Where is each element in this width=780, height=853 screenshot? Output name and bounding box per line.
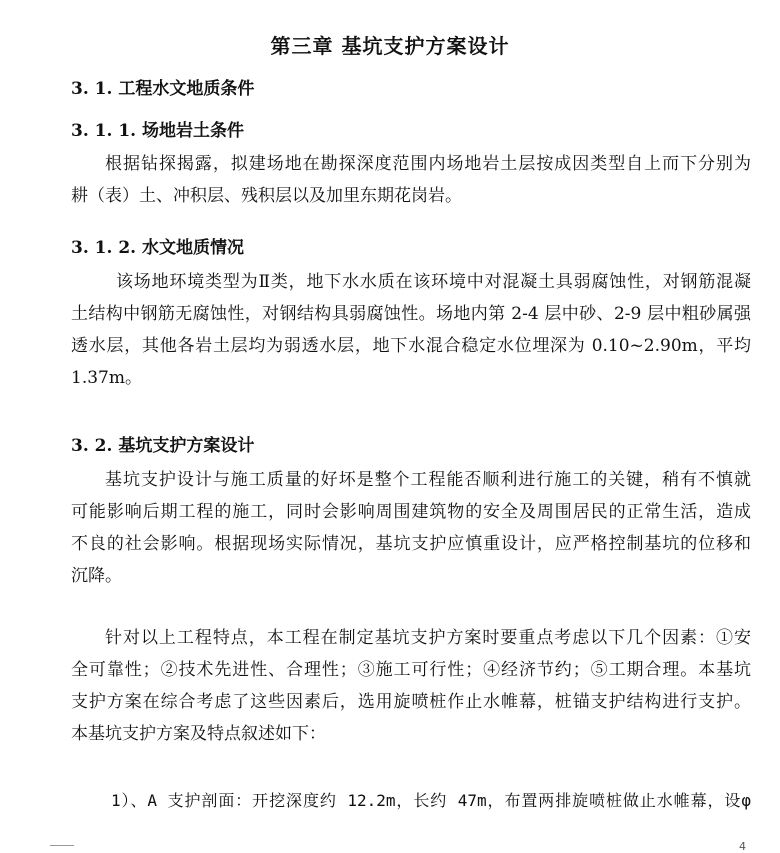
paragraph-line: 本基坑支护方案及特点叙述如下：: [71, 724, 326, 744]
chapter-title: 第三章 基坑支护方案设计: [270, 34, 510, 58]
section-heading-3-2: 3. 2. 基坑支护方案设计: [71, 436, 255, 456]
paragraph-line: 基坑支护设计与施工质量的好坏是整个工程能否顺利进行施工的关键，稍有不慎就: [105, 470, 751, 490]
footer-rule: [50, 845, 74, 846]
paragraph-line: 全可靠性；②技术先进性、合理性；③施工可行性；④经济节约；⑤工期合理。本基坑: [71, 660, 751, 680]
paragraph-line: 根据钻探揭露，拟建场地在勘探深度范围内场地岩土层按成因类型自上而下分别为: [105, 154, 751, 174]
paragraph-design-importance: [71, 464, 751, 592]
paragraph-line: 沉降。: [71, 566, 122, 586]
paragraph-hydrogeology: [71, 266, 751, 394]
paragraph-line: 1）、A 支护剖面：开挖深度约 12.2m，长约 47m，布置两排旋喷桩做止水帷幕，设φ: [111, 791, 751, 810]
paragraph-line: 针对以上工程特点，本工程在制定基坑支护方案时要重点考虑以下几个因素：①安: [105, 628, 751, 648]
paragraph-line: 可能影响后期工程的施工，同时会影响周围建筑物的安全及周围居民的正常生活，造成: [71, 502, 751, 522]
section-heading-3-1-1: 3. 1. 1. 场地岩土条件: [71, 121, 244, 141]
paragraph-line: 透水层，其他各岩土层均为弱透水层，地下水混合稳定水位埋深为 0.10~2.90m，平均: [71, 336, 751, 356]
paragraph-line: 1.37m。: [71, 368, 142, 388]
paragraph-site-soil: [71, 148, 751, 212]
paragraph-design-factors: [71, 622, 751, 750]
paragraph-line: 耕（表）土、冲积层、残积层以及加里东期花岗岩。: [71, 186, 462, 206]
paragraph-section-a: [71, 785, 751, 817]
section-heading-3-1: 3. 1. 工程水文地质条件: [71, 79, 255, 99]
paragraph-line: 不良的社会影响。根据现场实际情况，基坑支护应慎重设计，应严格控制基坑的位移和: [71, 534, 751, 554]
section-heading-3-1-2: 3. 1. 2. 水文地质情况: [71, 238, 244, 258]
paragraph-line: 支护方案在综合考虑了这些因素后，选用旋喷桩作止水帷幕，桩锚支护结构进行支护。: [71, 692, 751, 712]
paragraph-line: 该场地环境类型为Ⅱ类，地下水水质在该环境中对混凝土具弱腐蚀性，对钢筋混凝: [116, 272, 751, 292]
paragraph-line: 土结构中钢筋无腐蚀性，对钢结构具弱腐蚀性。场地内第 2-4 层中砂、2-9 层中粗砂属强: [71, 304, 751, 324]
page-number: 4: [739, 840, 746, 853]
